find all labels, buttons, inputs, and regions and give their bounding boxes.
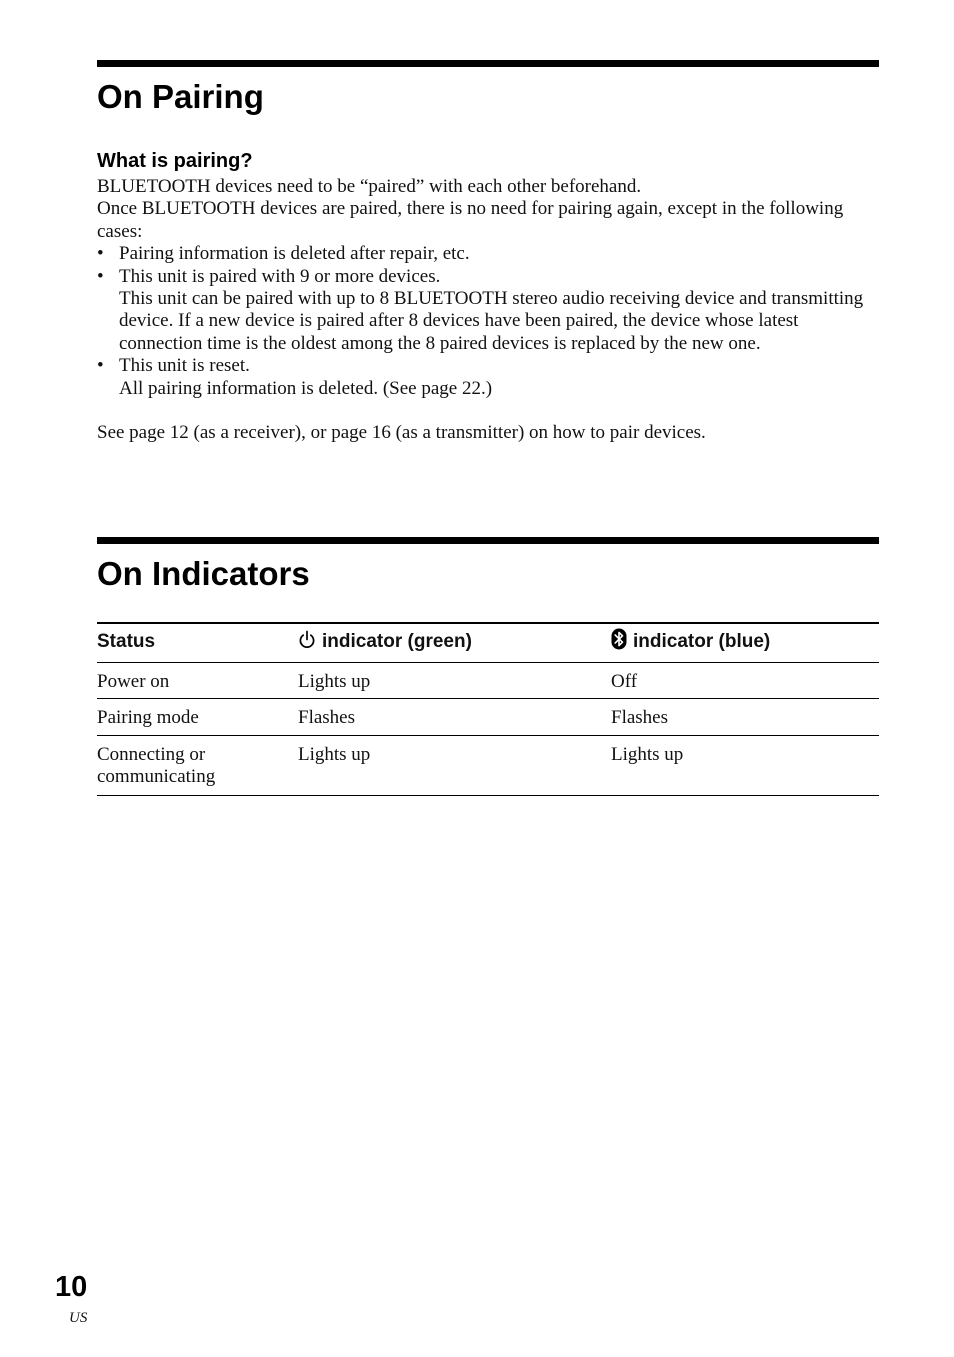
cell-bluetooth: Flashes — [611, 707, 668, 729]
list-item — [97, 243, 879, 265]
pairing-cases-list — [97, 243, 879, 400]
list-item-detail: All pairing information is deleted. (See page 22.) — [119, 377, 493, 399]
list-item-text: This unit is reset. — [119, 355, 250, 377]
pairing-body — [97, 176, 879, 445]
bullet-mark: • — [97, 355, 104, 377]
header-power-indicator — [298, 623, 611, 663]
cell-bluetooth: Lights up — [611, 743, 684, 765]
list-item — [97, 266, 879, 356]
power-icon — [298, 628, 316, 662]
table-header-row — [97, 623, 879, 663]
cell-status: Power on — [97, 671, 170, 692]
pairing-paragraph-1: BLUETOOTH devices need to be “paired” with each other beforehand. — [97, 176, 642, 197]
list-item-text: Pairing information is deleted after repair, etc. — [119, 243, 470, 265]
region-code: US — [69, 1310, 88, 1326]
list-item-text: This unit is paired with 9 or more devices. — [119, 265, 441, 287]
bullet-mark: • — [97, 243, 104, 265]
subsection-title-what-is-pairing: What is pairing? — [97, 150, 253, 172]
cell-power: Lights up — [298, 671, 371, 692]
bluetooth-icon — [611, 628, 627, 662]
cell-status: Connecting or communicating — [97, 743, 216, 788]
pairing-see-also: See page 12 (as a receiver), or page 16 (as a transmitter) on how to pair devices. — [97, 422, 706, 444]
header-bluetooth-label: indicator (blue) — [633, 631, 771, 652]
table-row — [97, 699, 879, 735]
section-title-indicators: On Indicators — [97, 555, 310, 592]
cell-status: Pairing mode — [97, 707, 199, 729]
section-rule-pairing — [97, 60, 879, 67]
page-number: 10 — [55, 1271, 88, 1303]
header-bluetooth-indicator — [611, 623, 879, 663]
table-row — [97, 663, 879, 699]
cell-power: Lights up — [298, 743, 371, 765]
cell-power: Flashes — [298, 707, 355, 729]
section-title-pairing: On Pairing — [97, 78, 264, 115]
header-status: Status — [97, 631, 156, 652]
header-power-label: indicator (green) — [322, 631, 472, 652]
section-rule-indicators — [97, 537, 879, 544]
list-item-detail: This unit can be paired with up to 8 BLUETOOTH stereo audio receiving device and transmitting device. If a new device is paired after 8 devices have been paired, the device whose latest connection time is the oldest among the 8 paired devices is replaced by the new one. — [119, 288, 864, 354]
indicators-table — [97, 622, 879, 796]
bullet-mark: • — [97, 265, 104, 287]
pairing-paragraph-2: Once BLUETOOTH devices are paired, there is no need for pairing again, except in the following cases: — [97, 198, 844, 242]
table-row — [97, 735, 879, 795]
list-item — [97, 355, 879, 400]
cell-bluetooth: Off — [611, 671, 638, 692]
